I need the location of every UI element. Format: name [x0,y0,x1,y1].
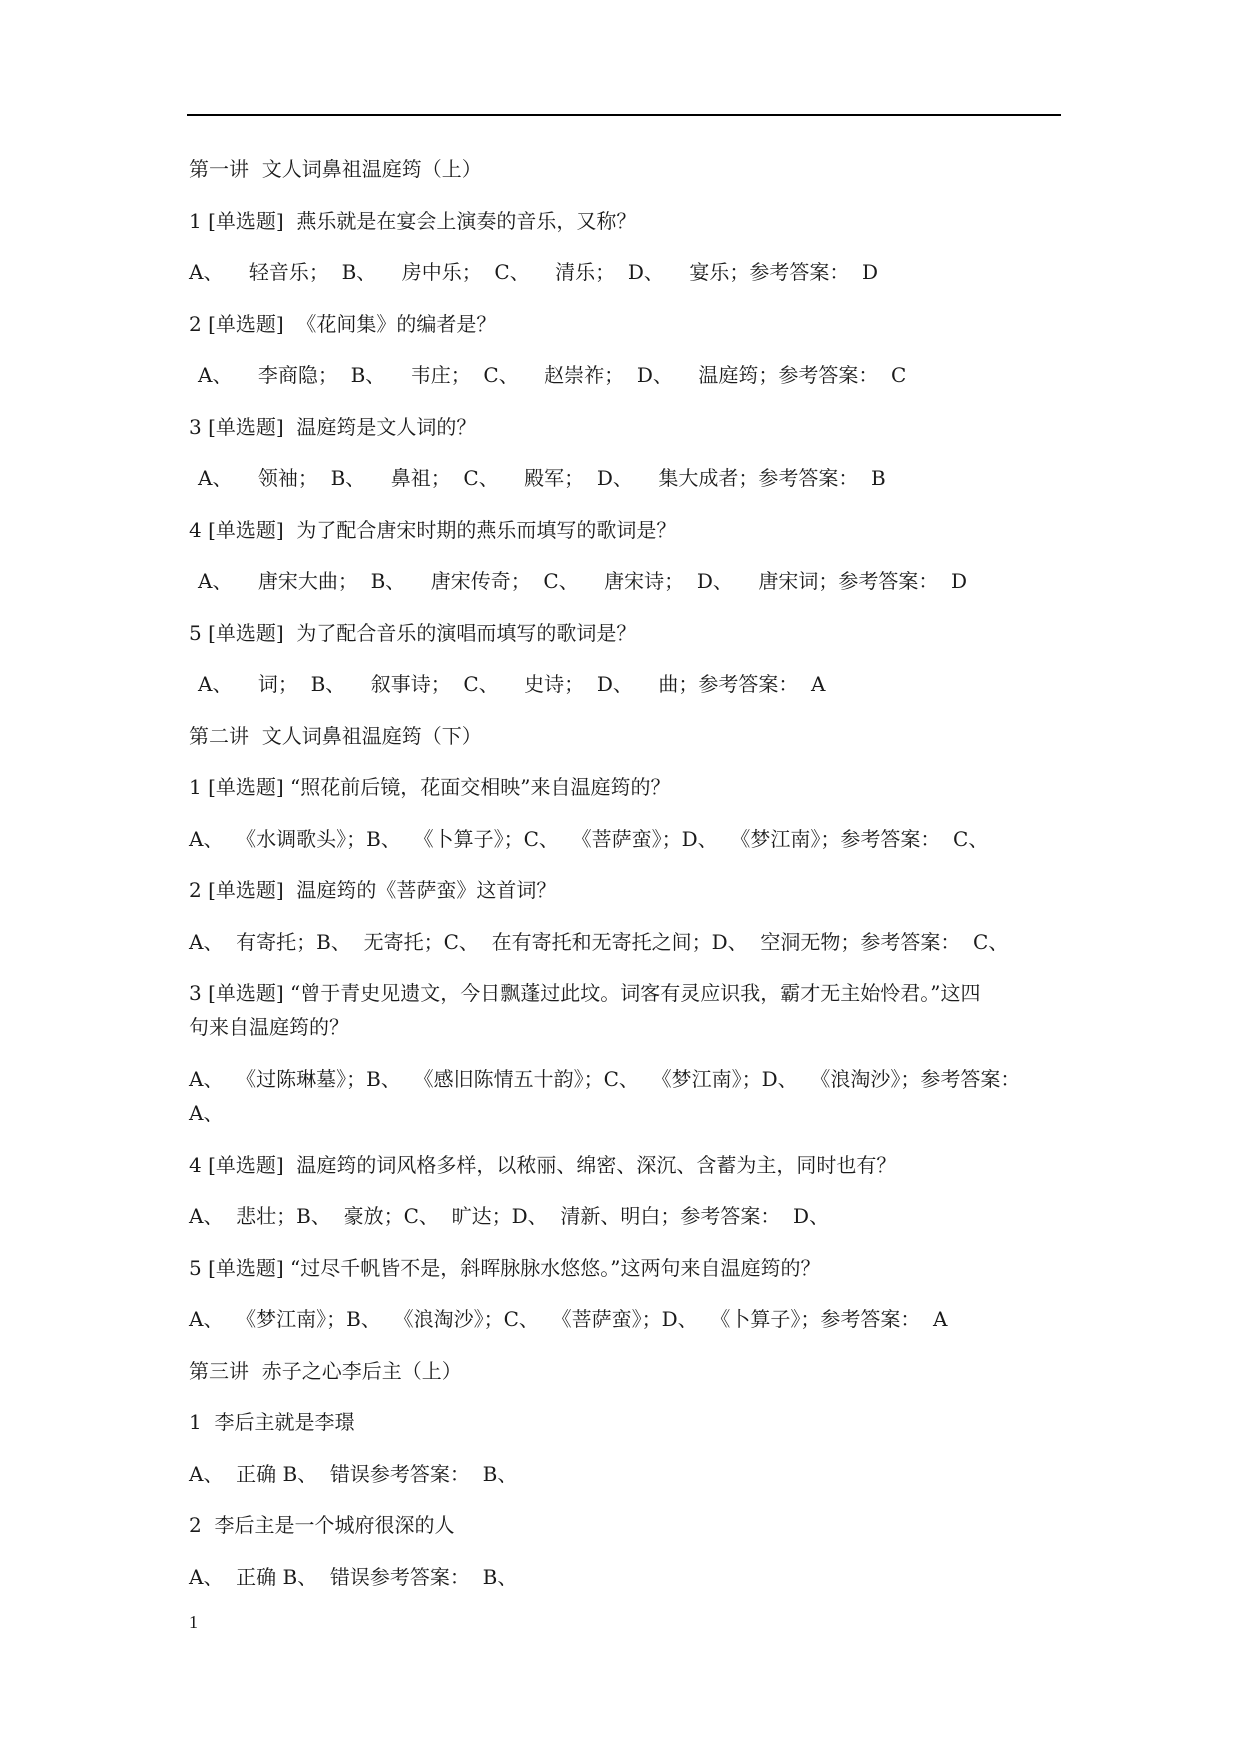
question-text: 5 [单选题] “过尽千帆皆不是，斜晖脉脉水悠悠。”这两句来自温庭筠的？ [189,1256,821,1280]
answer-options: A、 正确 B、 错误参考答案： B、 [189,1462,518,1486]
question-text: 4 [单选题] 为了配合唐宋时期的燕乐而填写的歌词是？ [189,518,677,542]
answer-options: A、 唐宋大曲； B、 唐宋传奇； C、 唐宋诗； D、 唐宋词；参考答案： D [198,569,968,593]
header-rule [187,114,1061,116]
question-text: 4 [单选题] 温庭筠的词风格多样，以秾丽、绵密、深沉、含蓄为主，同时也有？ [189,1153,897,1177]
answer-options: A、 正确 B、 错误参考答案： B、 [189,1565,518,1589]
answer-options-continued: A、 [189,1101,224,1125]
question-text: 2 [单选题] 《花间集》的编者是？ [189,312,497,336]
answer-options: A、 李商隐； B、 韦庄； C、 赵崇祚； D、 温庭筠；参考答案： C [198,363,907,387]
answer-options: A、 《水调歌头》；B、 《卜算子》；C、 《菩萨蛮》；D、 《梦江南》；参考答案： C、 [189,827,989,851]
question-text: 1 [单选题] 燕乐就是在宴会上演奏的音乐，又称？ [189,209,637,233]
question-text: 1 李后主就是李璟 [189,1410,355,1434]
question-text: 1 [单选题] “照花前后镜，花面交相映”来自温庭筠的？ [189,775,671,799]
answer-options: A、 有寄托；B、 无寄托；C、 在有寄托和无寄托之间；D、 空洞无物；参考答案： C、 [189,930,1009,954]
question-text: 2 [单选题] 温庭筠的《菩萨蛮》这首词？ [189,878,557,902]
answer-options: A、 词； B、 叙事诗； C、 史诗； D、 曲；参考答案： A [198,672,826,696]
section-heading: 第一讲 文人词鼻祖温庭筠（上） [189,157,482,181]
answer-options: A、 领袖； B、 鼻祖； C、 殿军； D、 集大成者；参考答案： B [198,466,886,490]
answer-options: A、 轻音乐； B、 房中乐； C、 清乐； D、 宴乐；参考答案： D [189,260,879,284]
question-text-continued: 句来自温庭筠的？ [189,1015,349,1039]
question-text: 3 [单选题] “曾于青史见遗文，今日飘蓬过此坟。词客有灵应识我，霸才无主始怜君。”这四 [189,981,981,1005]
question-text: 2 李后主是一个城府很深的人 [189,1513,455,1537]
answer-options: A、 悲壮；B、 豪放；C、 旷达；D、 清新、明白；参考答案： D、 [189,1204,830,1228]
answer-options: A、 《过陈琳墓》；B、 《感旧陈情五十韵》；C、 《梦江南》；D、 《浪淘沙》；参考答案： [189,1067,1021,1091]
section-heading: 第二讲 文人词鼻祖温庭筠（下） [189,724,482,748]
question-text: 5 [单选题] 为了配合音乐的演唱而填写的歌词是？ [189,621,637,645]
question-text: 3 [单选题] 温庭筠是文人词的？ [189,415,477,439]
section-heading: 第三讲 赤子之心李后主（上） [189,1359,462,1383]
page-number: 1 [189,1612,198,1632]
answer-options: A、 《梦江南》；B、 《浪淘沙》；C、 《菩萨蛮》；D、 《卜算子》；参考答案： A [189,1307,948,1331]
